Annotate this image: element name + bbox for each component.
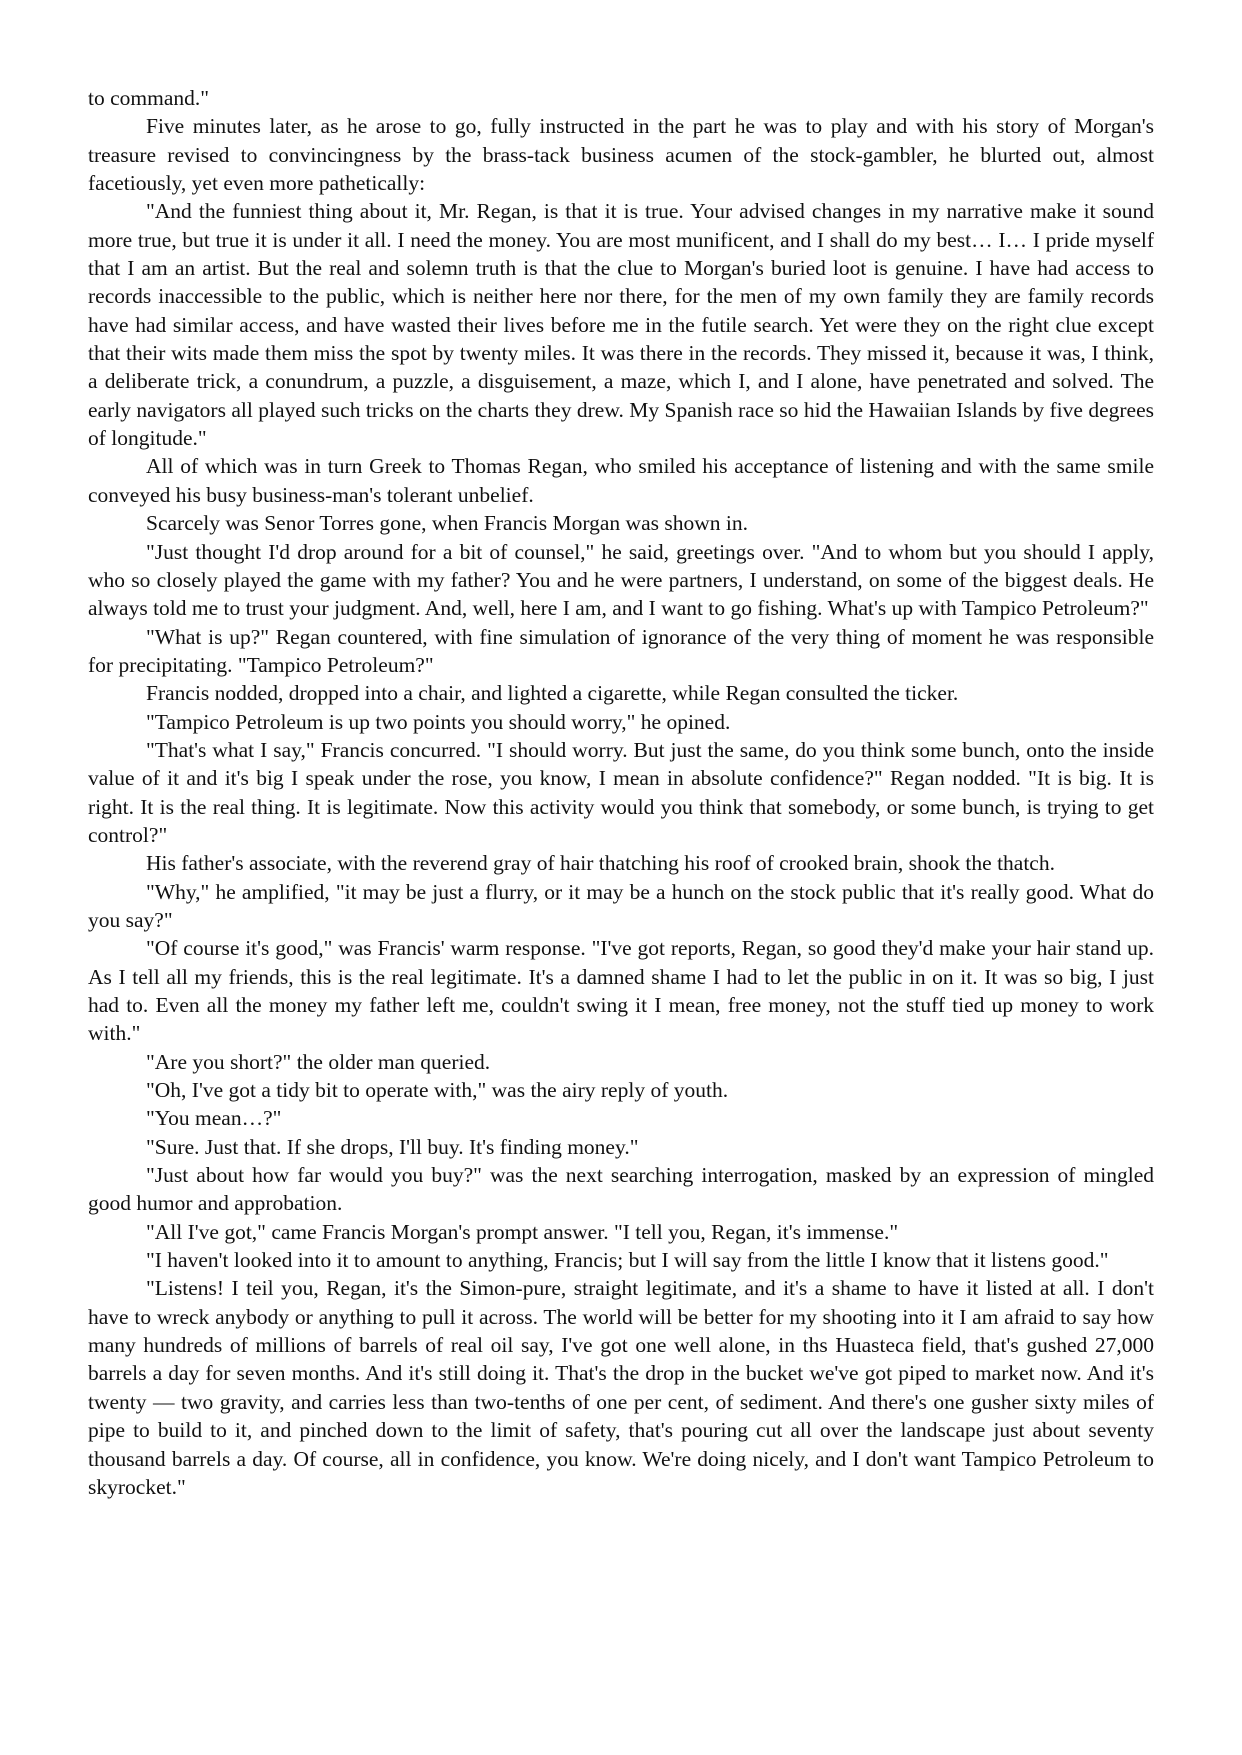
paragraph: "Tampico Petroleum is up two points you should worry," he opined. <box>146 709 731 734</box>
paragraph: "Just about how far would you buy?" was the next searching interrogation, masked by an expression of mingled good humor and approbation. <box>88 1163 1154 1216</box>
paragraph: "I haven't looked into it to amount to anything, Francis; but I will say from the little I know that it listens good." <box>146 1248 1109 1273</box>
paragraph: "All I've got," came Francis Morgan's prompt answer. "I tell you, Regan, it's immense." <box>146 1219 899 1244</box>
paragraph: Scarcely was Senor Torres gone, when Francis Morgan was shown in. <box>146 511 748 536</box>
paragraph: "Listens! I teil you, Regan, it's the Simon-pure, straight legitimate, and it's a shame to have it listed at all. I don't have to wreck anybody or anything to pull it across. The world will be better for my shooting into it I am afraid to say how many hundreds of millions of barrels of real oil say, I've got one well alone, in ths Huasteca field, that's gushed 27,000 barrels a day for seven months. And it's still doing it. That's the drop in the bucket we've got piped to market now. And it's twenty — two gravity, and carries less than two-tenths of one per cent, of sediment. And there's one gusher sixty miles of pipe to build to it, and pinched down to the limit of safety, that's pouring cut all over the landscape just about seventy thousand barrels a day. Of course, all in confidence, you know. We're doing nicely, and I don't want Tampico Petroleum to skyrocket." <box>88 1276 1154 1499</box>
paragraph: "You mean…?" <box>146 1106 282 1131</box>
paragraph: "Sure. Just that. If she drops, I'll buy. It's finding money." <box>146 1134 639 1159</box>
paragraph: "And the funniest thing about it, Mr. Regan, is that it is true. Your advised changes in my narrative make it sound more true, but true it is under it all. I need the money. You are most munificent, and I shall do my best… I… I pride myself that I am an artist. But the real and solemn truth is that the clue to Morgan's buried loot is genuine. I have had access to records inaccessible to the public, which is neither here nor there, for the men of my own family they are family records have had similar access, and have wasted their lives before me in the futile search. Yet were they on the right clue except that their wits made them miss the spot by twenty miles. It was there in the records. They missed it, because it was, I think, a deliberate trick, a conundrum, a puzzle, a disguisement, a maze, which I, and I alone, have penetrated and solved. The early navigators all played such tricks on the charts they drew. My Spanish race so hid the Hawaiian Islands by five degrees of longitude." <box>88 199 1154 451</box>
paragraph: "Of course it's good," was Francis' warm response. "I've got reports, Regan, so good they'd make your hair stand up. As I tell all my friends, this is the real legitimate. It's a damned shame I had to let the public in on it. It was so big, I just had to. Even all the money my father left me, couldn't swing it I mean, free money, not the stuff tied up money to work with." <box>88 936 1154 1046</box>
paragraph: Five minutes later, as he arose to go, fully instructed in the part he was to play and with his story of Morgan's treasure revised to convincingness by the brass-tack business acumen of the stock-gambler, he blurted out, almost facetiously, yet even more pathetically: <box>88 114 1154 196</box>
paragraph: Francis nodded, dropped into a chair, and lighted a cigarette, while Regan consulted the ticker. <box>146 681 959 706</box>
paragraph: "What is up?" Regan countered, with fine simulation of ignorance of the very thing of moment he was responsible for precipitating. "Tampico Petroleum?" <box>88 624 1154 677</box>
paragraph-continuation: to command." <box>88 86 210 110</box>
paragraph: "That's what I say," Francis concurred. "I should worry. But just the same, do you think some bunch, onto the inside value of it and it's big I speak under the rose, you know, I mean in absolute confidence?" Regan nodded. "It is big. It is right. It is the real thing. It is legitimate. Now this activity would you think that somebody, or some bunch, is trying to get control?" <box>88 737 1154 847</box>
paragraph: All of which was in turn Greek to Thomas Regan, who smiled his acceptance of listening and with the same smile conveyed his busy business-man's tolerant unbelief. <box>88 454 1154 507</box>
book-page <box>88 84 1154 1501</box>
paragraph: His father's associate, with the reverend gray of hair thatching his roof of crooked brain, shook the thatch. <box>146 851 1055 876</box>
paragraph: "Just thought I'd drop around for a bit of counsel," he said, greetings over. "And to whom but you should I apply, who so closely played the game with my father? You and he were partners, I understand, on some of the biggest deals. He always told me to trust your judgment. And, well, here I am, and I want to go fishing. What's up with Tampico Petroleum?" <box>88 539 1154 621</box>
paragraph: "Why," he amplified, "it may be just a flurry, or it may be a hunch on the stock public that it's really good. What do you say?" <box>88 879 1154 932</box>
paragraph: "Are you short?" the older man queried. <box>146 1049 491 1074</box>
paragraph: "Oh, I've got a tidy bit to operate with," was the airy reply of youth. <box>146 1078 729 1103</box>
